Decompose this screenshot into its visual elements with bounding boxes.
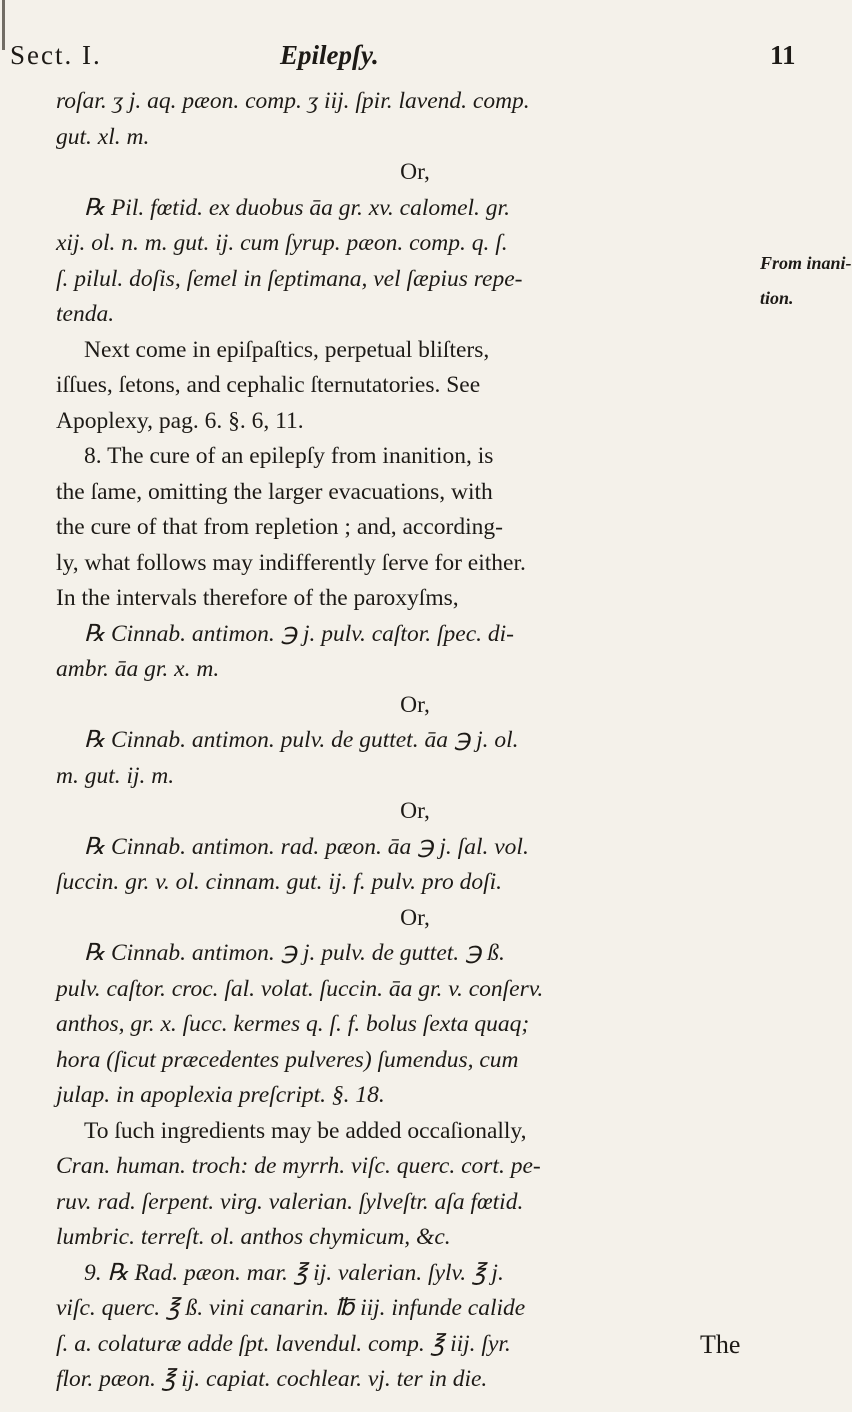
text-line: iſſues, ſetons, and cephalic ſternutatories. See [56, 372, 481, 398]
catchword: The [700, 1330, 741, 1359]
text-line: m. gut. ij. m. [56, 762, 175, 789]
margin-note-line-2: tion. [760, 288, 794, 308]
text-line: ℞ Cinnab. antimon. pulv. de guttet. āa ℈ j. ol. [84, 727, 519, 753]
text-line: the ſame, omitting the larger evacuations, with [56, 478, 493, 505]
text-line: hora (ſicut præcedentes pulveres) ſumendus, cum [56, 1046, 519, 1073]
running-header [0, 40, 800, 76]
text-line: lumbric. terreſt. ol. anthos chymicum, &c. [56, 1224, 451, 1250]
text-line: viſc. querc. ℥ ß. vini canarin. ℔ iij. infunde calide [56, 1295, 526, 1321]
text-line: ſ. a. colaturæ adde ſpt. lavendul. comp. ℥ iij. ſyr. [56, 1330, 511, 1357]
text-line: the cure of that from repletion ; and, according- [56, 514, 503, 540]
text-line: In the intervals therefore of the paroxyſms, [56, 585, 459, 611]
text-line: ℞ Cinnab. antimon. rad. pæon. āa ℈ j. ſal. vol. [84, 833, 529, 860]
text-line: tenda. [56, 301, 115, 327]
text-line: anthos, gr. x. ſucc. kermes q. ſ. f. bolus ſexta quaq; [56, 1011, 530, 1037]
text-line: 9. ℞ Rad. pæon. mar. ℥ ij. valerian. ſylv. ℥ j. [84, 1259, 504, 1286]
text-line: pulv. caſtor. croc. ſal. volat. ſuccin. āa gr. v. conſerv. [56, 975, 544, 1002]
text-line: gut. xl. m. [56, 123, 150, 150]
text-line: Or, [400, 691, 430, 718]
text-line: ſ. pilul. doſis, ſemel in ſeptimana, vel ſæpius repe- [56, 265, 523, 292]
text-line: ruv. rad. ſerpent. virg. valerian. ſylveſtr. aſa fœtid. [56, 1188, 524, 1215]
section-label: Sect. I. [10, 40, 102, 70]
text-line: ℞ Cinnab. antimon. ℈ j. pulv. de guttet. ℈ ß. [84, 940, 505, 966]
text-line: ambr. āa gr. x. m. [56, 656, 220, 682]
text-line: ly, what follows may indifferently ſerve for either. [56, 549, 526, 576]
text-line: To ſuch ingredients may be added occaſionally, [84, 1117, 527, 1144]
text-line: Apoplexy, pag. 6. §. 6, 11. [56, 407, 304, 434]
page-number: 11 [770, 40, 796, 70]
running-title: Epilepſy. [280, 40, 379, 70]
text-line: ℞ Pil. fœtid. ex duobus āa gr. xv. calomel. gr. [84, 194, 510, 221]
text-line: Or, [400, 904, 430, 931]
text-line: Or, [400, 798, 430, 824]
text-line: xij. ol. n. m. gut. ij. cum ſyrup. pæon. comp. q. ſ. [56, 230, 508, 256]
text-line: 8. The cure of an epilepſy from inanition, is [84, 443, 494, 469]
text-line: ſuccin. gr. v. ol. cinnam. gut. ij. f. pulv. pro doſi. [56, 869, 503, 895]
body-text [56, 84, 774, 1398]
margin-note-line-1: From inani- [760, 253, 852, 273]
text-line: ℞ Cinnab. antimon. ℈ j. pulv. caſtor. ſpec. di- [84, 620, 514, 647]
text-line: Cran. human. troch: de myrrh. viſc. querc. cort. pe- [56, 1153, 541, 1179]
text-line: Next come in epiſpaſtics, perpetual bliſters, [84, 336, 490, 363]
text-line: julap. in apoplexia preſcript. §. 18. [56, 1082, 385, 1108]
text-line: Or, [400, 159, 430, 185]
text-line: roſar. ʒ j. aq. pæon. comp. ʒ iij. ſpir. lavend. comp. [56, 88, 530, 114]
text-line: flor. pæon. ℥ ij. capiat. cochlear. vj. ter in die. [56, 1366, 488, 1392]
